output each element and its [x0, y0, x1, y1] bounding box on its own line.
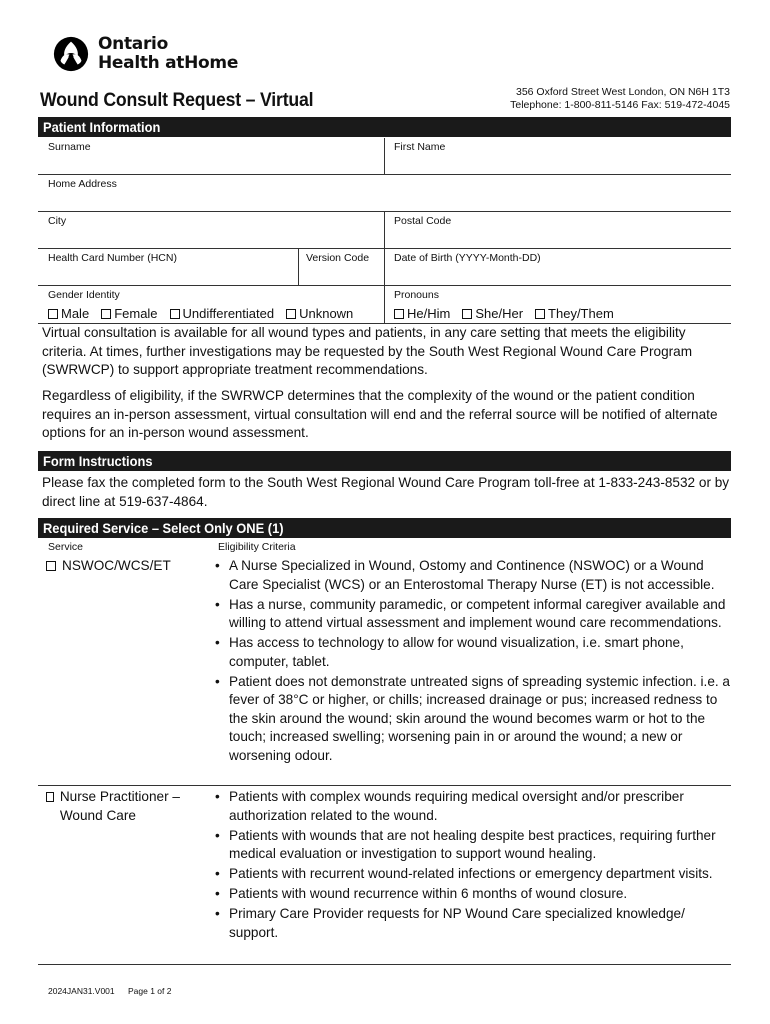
pronoun-they-checkbox[interactable]: They/Them [535, 306, 614, 321]
list-item: • Has access to technology to allow for wound visualization, i.e. smart phone, computer, tablet. [213, 634, 733, 671]
gender-options [48, 306, 365, 321]
gender-pronoun-row [38, 286, 731, 324]
in-person-paragraph: Regardless of eligibility, if the SWRWCP determines that the complexity of the wound or the patient condition requires an in-person assessment, virtual consultation will end and the referral source will be notified of alternate options for an in-person wound assessment. [42, 388, 718, 440]
patient-info-grid [38, 138, 731, 324]
nswoc-criteria-list [213, 557, 733, 767]
list-item: • A Nurse Specialized in Wound, Ostomy and Continence (NSWOC) or a Wound Care Specialist (WCS) or an Enterostomal Therapy Nurse (ET) is not accessible. [213, 557, 733, 594]
list-item: • Primary Care Provider requests for NP Wound Care specialized knowledge/ support. [213, 905, 733, 942]
name-row [38, 138, 731, 175]
phone-fax-line: Telephone: 1-800-811-5146 Fax: 519-472-4045 [510, 99, 730, 111]
criteria-column-header: Eligibility Criteria [218, 541, 296, 553]
contact-address [510, 86, 730, 112]
gender-female-checkbox[interactable]: Female [101, 306, 157, 321]
logo-text [98, 35, 238, 73]
surname-field[interactable]: Surname [48, 141, 91, 153]
service-divider [38, 785, 731, 786]
page-number: Page 1 of 2 [128, 986, 172, 996]
list-item: • Patient does not demonstrate untreated signs of spreading systemic infection. i.e. a fever of 38°C or higher, or chills; increased drainage or pus; increased redness to the skin around the wound; skin around the wound becomes warm or hot to the touch; increased swelling; worsening pain in or around the wound; a new or worsening odour. [213, 673, 733, 766]
gender-unknown-checkbox[interactable]: Unknown [286, 306, 353, 321]
document-title: Wound Consult Request – Virtual [40, 90, 314, 111]
list-item: • Patients with recurrent wound-related infections or emergency department visits. [213, 865, 733, 884]
np-wound-care-checkbox[interactable]: Nurse Practitioner – Wound Care [46, 788, 206, 825]
list-item: • Patients with wound recurrence within 6 months of wound closure. [213, 885, 733, 904]
logo-line-1: Ontario [98, 34, 168, 54]
address-row [38, 175, 731, 212]
bottom-divider [38, 964, 731, 965]
ontario-health-logo [52, 34, 238, 74]
city-row [38, 212, 731, 249]
hcn-row [38, 249, 731, 286]
form-instructions-header: Form Instructions [38, 451, 731, 471]
list-item: • Patients with wounds that are not healing despite best practices, requiring further medical evaluation or investigation to support wound healing. [213, 827, 733, 864]
pronouns-label: Pronouns [394, 289, 439, 301]
version-code: 2024JAN31.V001 [48, 986, 115, 996]
form-instructions-text: Please fax the completed form to the South West Regional Wound Care Program toll-free at 1-833-243-8532 or by direct line at 519-637-4864. [42, 475, 730, 509]
eligibility-paragraph: Virtual consultation is available for all wound types and patients, in any care setting that meets the eligibility criteria. At times, further investigations may be requested by the South West Regional Wound Care Program (SWRWCP) to support appropriate treatment recommendations. [42, 325, 693, 377]
gender-label: Gender Identity [48, 289, 120, 301]
required-service-header: Required Service – Select Only ONE (1) [38, 518, 731, 538]
logo-line-2: Health atHome [98, 53, 239, 73]
first-name-field[interactable]: First Name [394, 141, 446, 153]
trillium-icon [52, 34, 90, 74]
gender-male-checkbox[interactable]: Male [48, 306, 89, 321]
pronoun-she-checkbox[interactable]: She/Her [462, 306, 523, 321]
home-address-field[interactable]: Home Address [48, 178, 117, 190]
version-code-field[interactable]: Version Code [306, 252, 370, 264]
dob-field[interactable]: Date of Birth (YYYY-Month-DD) [394, 252, 541, 264]
address-line: 356 Oxford Street West London, ON N6H 1T3 [516, 86, 730, 98]
postal-code-field[interactable]: Postal Code [394, 215, 452, 227]
pronoun-options [394, 306, 626, 321]
patient-info-header: Patient Information [38, 117, 731, 137]
city-field[interactable]: City [48, 215, 67, 227]
np-criteria-list [213, 788, 733, 944]
nswoc-service-checkbox[interactable]: NSWOC/WCS/ET [46, 557, 171, 576]
service-column-header: Service [48, 541, 84, 553]
pronoun-he-checkbox[interactable]: He/Him [394, 306, 450, 321]
hcn-field[interactable]: Health Card Number (HCN) [48, 252, 177, 264]
list-item: • Patients with complex wounds requiring medical oversight and/or prescriber authorization related to the wound. [213, 788, 733, 825]
gender-undifferentiated-checkbox[interactable]: Undifferentiated [170, 306, 275, 321]
list-item: • Has a nurse, community paramedic, or competent informal caregiver available and willing to attend virtual assessment and implement wound care recommendations. [213, 596, 733, 633]
